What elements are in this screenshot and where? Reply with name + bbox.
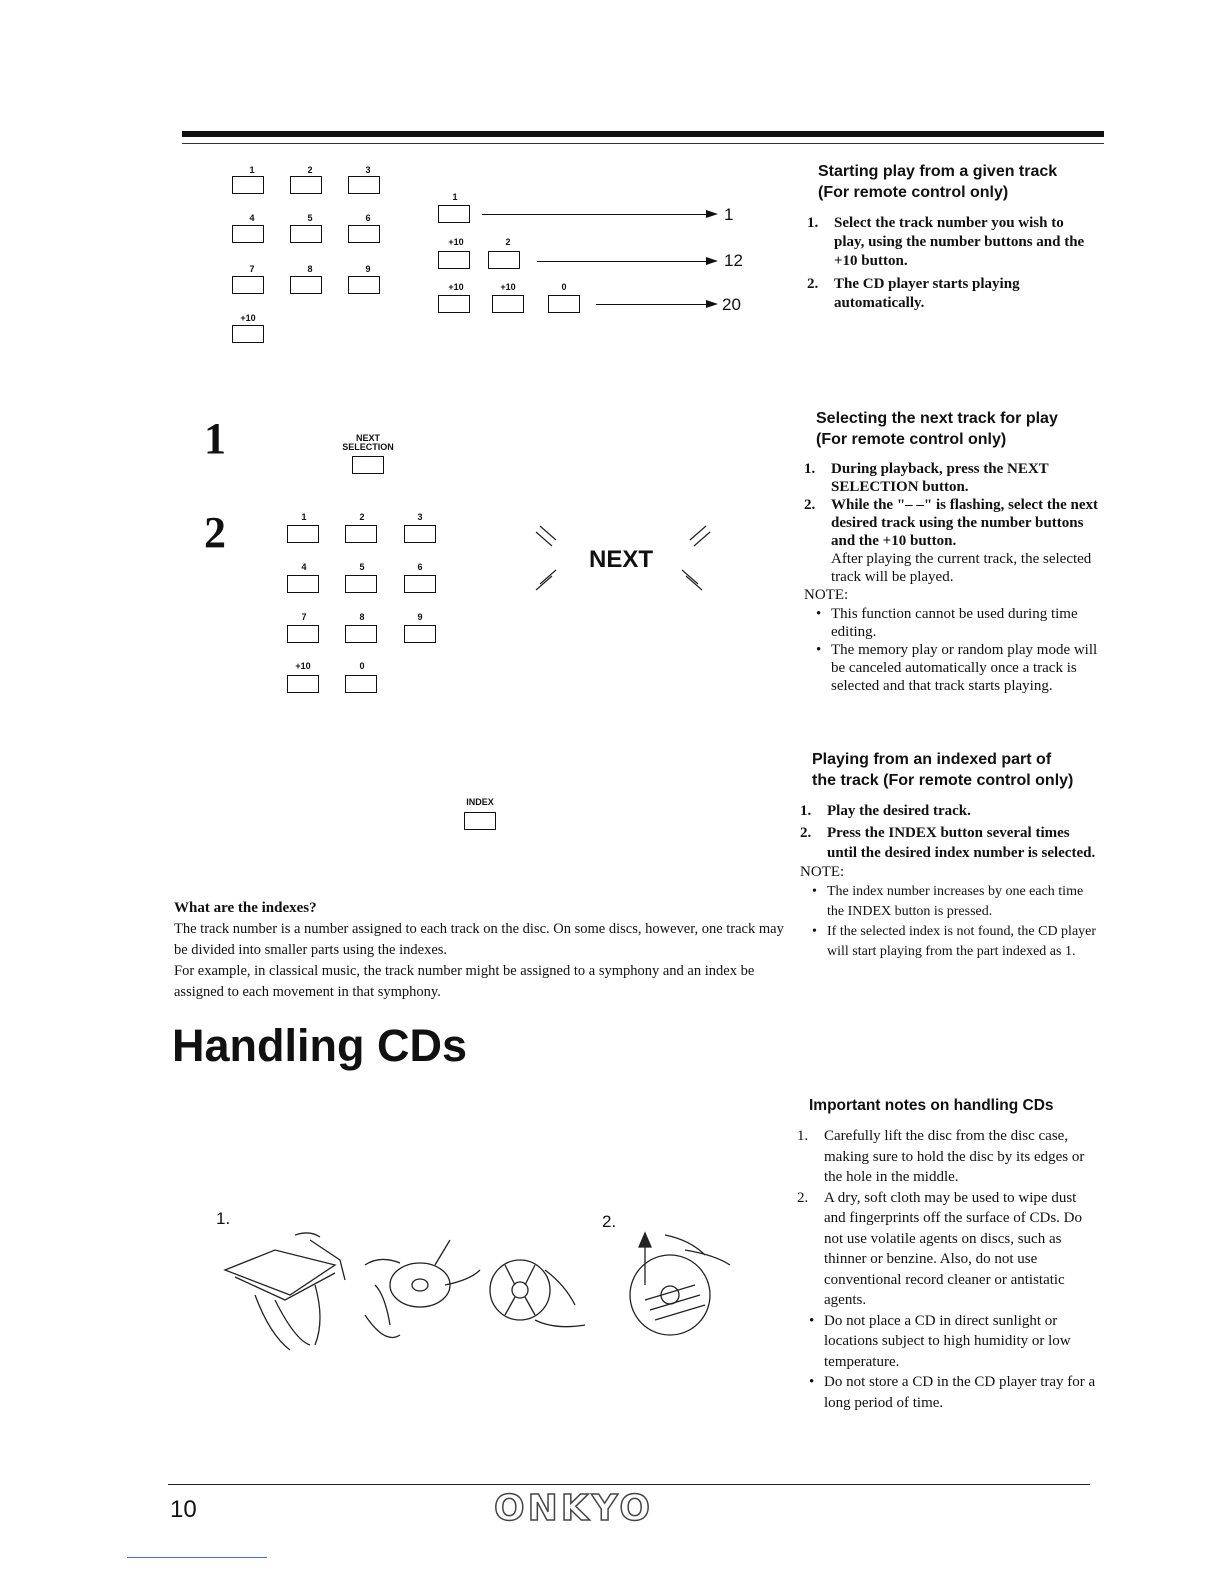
key-8-button[interactable]	[345, 625, 377, 643]
key-label: 2	[307, 165, 313, 175]
section2-list	[804, 460, 1099, 695]
section1-list	[807, 214, 1097, 313]
item-number: 2.	[804, 497, 816, 513]
key-label: +10	[240, 313, 256, 323]
key-4-button[interactable]	[232, 225, 264, 243]
next-selection-button[interactable]	[352, 456, 384, 474]
key-1-button[interactable]	[232, 176, 264, 194]
item-number: 2.	[800, 825, 812, 841]
key-label: 7	[301, 612, 307, 622]
key-label: 0	[561, 282, 567, 292]
item-number: 2.	[807, 276, 819, 292]
indexes-heading: What are the indexes?	[174, 900, 317, 916]
indexes-block	[174, 898, 799, 1003]
key-0-button[interactable]	[548, 295, 580, 313]
key-7-button[interactable]	[232, 276, 264, 294]
title-line: Selecting the next track for play	[816, 410, 1058, 427]
next-display-text: NEXT	[589, 546, 654, 573]
item-text: The CD player starts playing automatically.	[834, 276, 1020, 311]
key-6-button[interactable]	[348, 225, 380, 243]
key-label: 1	[301, 512, 307, 522]
key-7-button[interactable]	[287, 625, 319, 643]
item-text: Press the INDEX button several times until the desired index number is selected.	[827, 825, 1096, 861]
index-button[interactable]	[464, 812, 496, 830]
key-6-button[interactable]	[404, 575, 436, 593]
section-title: Important notes on handling CDs	[809, 1097, 1054, 1114]
arrow-head-icon	[706, 257, 718, 265]
key-1-button[interactable]	[438, 205, 470, 223]
key-plus10-button[interactable]	[287, 675, 319, 693]
link-underline	[127, 1557, 267, 1558]
key-9-button[interactable]	[404, 625, 436, 643]
key-label: +10	[500, 282, 516, 292]
key-label: 3	[365, 165, 371, 175]
item-subtext: After playing the current track, the selected track will be played.	[831, 551, 1092, 585]
arrow-head-icon	[706, 210, 718, 218]
list-item	[800, 823, 1098, 863]
note-text: Do not place a CD in direct sunlight or locations subject to high humidity or low temperature.	[824, 1312, 1071, 1370]
key-4-button[interactable]	[287, 575, 319, 593]
note-text: The memory play or random play mode will be canceled automatically once a track is selected and that track starts playing.	[831, 642, 1098, 694]
section3-list	[800, 802, 1098, 962]
section-title	[818, 161, 1057, 203]
note-bullet: • Do not store a CD in the CD player tray for a long period of time.	[809, 1374, 1096, 1411]
key-label: +10	[448, 237, 464, 247]
item-number: 1.	[797, 1128, 809, 1144]
list-item	[804, 496, 1099, 586]
title-line: Playing from an indexed part of	[812, 751, 1052, 768]
brand-logo: ONKYO	[494, 1488, 654, 1529]
key-label: 5	[307, 213, 313, 223]
next-selection-label: NEXT SELECTION	[342, 433, 394, 452]
bottom-rule	[168, 1484, 1090, 1485]
note-bullet: • Do not place a CD in direct sunlight or locations subject to high humidity or low temperature.	[809, 1312, 1071, 1370]
key-label: 5	[359, 562, 365, 572]
step-number-1: 1	[204, 414, 226, 463]
list-item	[807, 275, 1097, 313]
list-item	[807, 214, 1097, 271]
page-number: 10	[170, 1496, 197, 1523]
key-2-button[interactable]	[290, 176, 322, 194]
key-label: 4	[249, 213, 255, 223]
key-label: 3	[417, 512, 423, 522]
title-line: Starting play from a given track	[818, 163, 1058, 180]
example-result: 1	[724, 205, 734, 224]
item-text: A dry, soft cloth may be used to wipe dust and fingerprints off the surface of CDs. Do not use volatile agents on discs, such as thinner or benzine. Also, do not use conventional record cleaner or antistatic agents.	[824, 1189, 1082, 1308]
note-bullet: • This function cannot be used during time editing.	[816, 606, 1078, 640]
arrow-line	[596, 304, 708, 305]
key-0-button[interactable]	[345, 675, 377, 693]
example-result: 12	[724, 251, 743, 270]
key-label: 2	[359, 512, 365, 522]
section-title	[812, 749, 1073, 791]
note-heading: NOTE:	[800, 864, 845, 880]
note-text: The index number increases by one each time the INDEX button is pressed.	[827, 884, 1084, 919]
key-2-button[interactable]	[345, 525, 377, 543]
key-8-button[interactable]	[290, 276, 322, 294]
key-plus10-button[interactable]	[492, 295, 524, 313]
note-heading: NOTE:	[804, 587, 849, 603]
title-line: (For remote control only)	[818, 184, 1009, 201]
key-plus10-button[interactable]	[232, 325, 264, 343]
example-result: 20	[722, 295, 741, 314]
indexes-paragraph: The track number is a number assigned to each track on the disc. On some discs, however, one track may be divided into smaller parts using the indexes.	[174, 921, 784, 958]
cd-handling-illustration	[215, 1225, 735, 1375]
item-text: During playback, press the NEXT SELECTION button.	[831, 461, 1049, 495]
key-3-button[interactable]	[348, 176, 380, 194]
key-2-button[interactable]	[488, 251, 520, 269]
key-5-button[interactable]	[290, 225, 322, 243]
key-label: 1	[452, 192, 458, 202]
key-label: 9	[417, 612, 423, 622]
title-line: (For remote control only)	[816, 431, 1007, 448]
list-item	[797, 1126, 1097, 1188]
section-title	[816, 408, 1058, 450]
key-label: 7	[249, 264, 255, 274]
list-item	[800, 802, 1098, 821]
list-item	[804, 460, 1099, 496]
key-label: 8	[359, 612, 365, 622]
key-3-button[interactable]	[404, 525, 436, 543]
note-text: Do not store a CD in the CD player tray for a long period of time.	[824, 1374, 1096, 1411]
key-5-button[interactable]	[345, 575, 377, 593]
key-label: 6	[365, 213, 371, 223]
item-number: 2.	[797, 1189, 809, 1206]
title-line: the track (For remote control only)	[812, 772, 1074, 789]
note-bullet: • The index number increases by one each time the INDEX button is pressed.	[812, 884, 1084, 919]
key-plus10-button[interactable]	[438, 251, 470, 269]
item-text: While the "– –" is flashing, select the next desired track using the number buttons and the +10 button.	[831, 497, 1099, 549]
index-label: INDEX	[466, 797, 494, 807]
handling-list	[797, 1126, 1097, 1413]
note-bullet: • The memory play or random play mode will be canceled automatically once a track is selected and that track starts playing.	[816, 642, 1098, 694]
figure-label: 2.	[602, 1212, 617, 1231]
key-label: 6	[417, 562, 423, 572]
note-text: If the selected index is not found, the CD player will start playing from the part indexed as 1.	[827, 924, 1097, 959]
figure-label: 1.	[216, 1209, 231, 1228]
key-1-button[interactable]	[287, 525, 319, 543]
item-text: Select the track number you wish to play, using the number buttons and the +10 button.	[834, 215, 1085, 269]
item-text: Carefully lift the disc from the disc case, making sure to hold the disc by its edges or the hole in the middle.	[824, 1128, 1085, 1185]
top-rule-thin	[182, 143, 1104, 144]
key-label: 4	[301, 562, 307, 572]
key-label: 0	[359, 661, 365, 671]
key-label: 1	[249, 165, 255, 175]
key-label: 9	[365, 264, 371, 274]
key-label: +10	[448, 282, 464, 292]
key-9-button[interactable]	[348, 276, 380, 294]
page-title: Handling CDs	[172, 1020, 468, 1071]
key-label: 8	[307, 264, 313, 274]
arrow-line	[537, 261, 708, 262]
key-label: +10	[295, 661, 311, 671]
list-item	[797, 1188, 1097, 1311]
key-plus10-button[interactable]	[438, 295, 470, 313]
key-label: 2	[505, 237, 511, 247]
note-bullet: • If the selected index is not found, the CD player will start playing from the part indexed as 1.	[812, 924, 1097, 959]
top-rule	[182, 131, 1104, 137]
arrow-line	[482, 214, 708, 215]
item-number: 1.	[800, 803, 812, 819]
item-text: Play the desired track.	[827, 803, 971, 819]
arrow-head-icon	[706, 300, 718, 308]
step-number-2: 2	[204, 508, 226, 557]
item-number: 1.	[804, 461, 816, 477]
note-text: This function cannot be used during time editing.	[831, 606, 1078, 640]
indexes-paragraph: For example, in classical music, the track number might be assigned to a symphony and an index be assigned to each movement in that symphony.	[174, 963, 755, 1000]
item-number: 1.	[807, 215, 819, 231]
